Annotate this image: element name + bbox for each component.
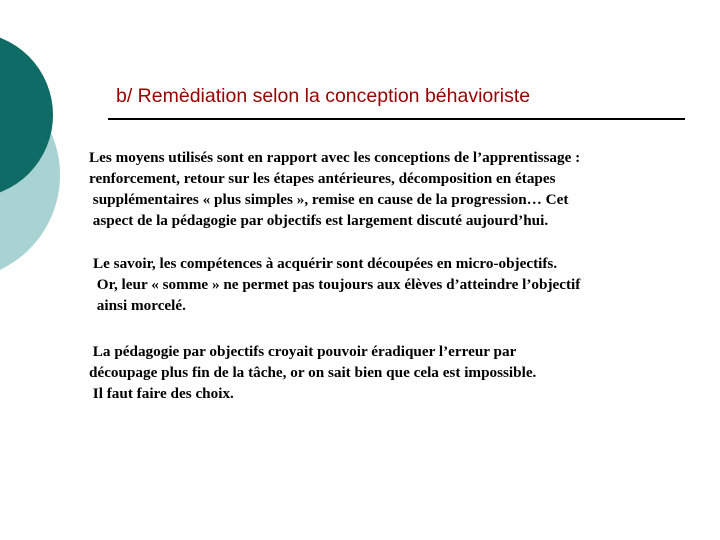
paragraph-remediation-means: Les moyens utilisés sont en rapport avec les conceptions de l’apprentissage : renforcement, retour sur les étapes antérieures, décomposition en étapes supplémentaires « plus simples », remise en cause de la progression… Cet aspect de la pédagogie par objectifs est largement discuté aujourd’hui. [89, 149, 581, 229]
paragraph-micro-objectives: Le savoir, les compétences à acquérir sont découpées en micro-objectifs. Or, leur « somme » ne permet pas toujours aux élèves d’atteindre l’objectif ainsi morcelé. [93, 255, 581, 314]
slide-title: b/ Remèdiation selon la conception béhavioriste [116, 85, 531, 107]
title-underline [108, 118, 685, 120]
paragraph-error-eradication: La pédagogie par objectifs croyait pouvoir éradiquer l’erreur par découpage plus fin de la tâche, or on sait bien que cela est impossible. Il faut faire des choix. [89, 343, 537, 402]
decorative-circles [0, 0, 70, 290]
